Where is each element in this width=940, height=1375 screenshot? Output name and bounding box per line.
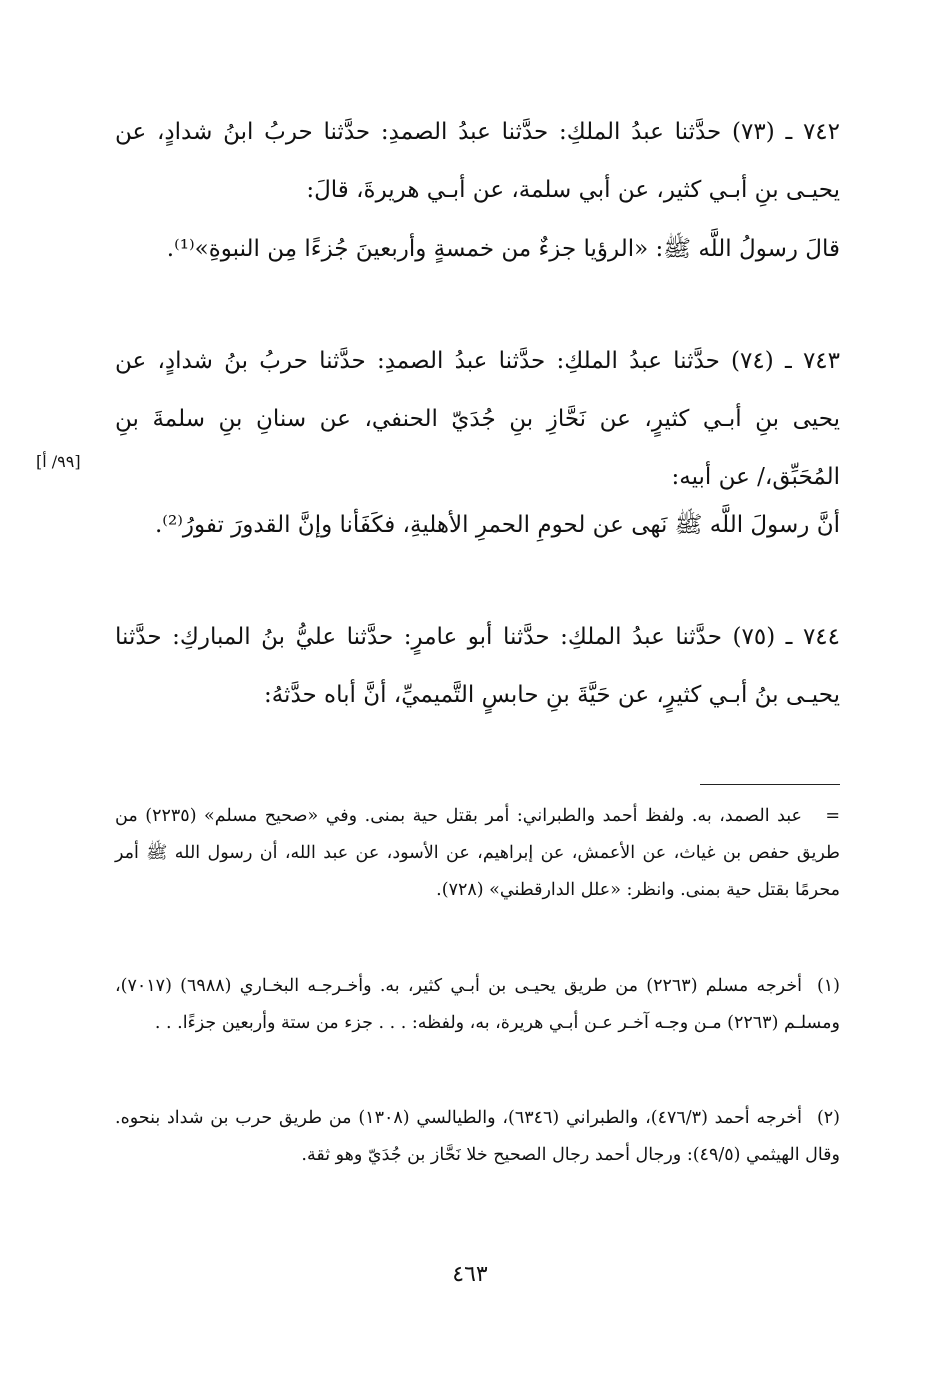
footnote-marker: (٢) xyxy=(816,1108,840,1128)
hadith-742-matn: قالَ رسولُ اللَّه ﷺ: «الرؤيا جزءٌ من خمسةٍ وأربعينَ جُزءًا مِن النبوةِ»⁽¹⁾. xyxy=(166,236,840,262)
hadith-743-matn: أنَّ رسولَ اللَّه ﷺ نَهى عن لحومِ الحمرِ الأهليةِ، فكَفَأنا وإنَّ القدورَ تفورُ⁽²⁾. xyxy=(154,512,840,538)
manuscript-folio-marker: [٩٩/ أ] xyxy=(36,452,81,471)
footnote-2 xyxy=(115,1100,840,1174)
footnote-marker: = xyxy=(825,806,841,826)
footnote-marker: (١) xyxy=(816,976,840,996)
footnote-separator xyxy=(700,784,840,785)
footnote-text: أخرجه أحمد (٤٧٦/٣)، والطبراني (٦٣٤٦)، والطيالسي (١٣٠٨) من طريق حرب بن شداد بنحوه. وقال الهيثمي (٤٩/٥): ورجال أحمد رجال الصحيح خلا نَحَّاز بن جُدَيّ وهو ثقة. xyxy=(115,1108,840,1165)
page-number: ٤٦٣ xyxy=(452,1262,488,1287)
footnote-continuation xyxy=(115,798,840,909)
footnote-text: عبد الصمد، به. ولفظ أحمد والطبراني: أمر بقتل حية بمنى. وفي «صحيح مسلم» (٢٢٣٥) من طريق حفص بن غياث، عن الأعمش، عن إبراهيم، عن الأسود، عن عبد الله، أن رسول الله ﷺ أمر محرمًا بقتل حية بمنى. وانظر: «علل الدارقطني» (٧٢٨). xyxy=(115,806,840,900)
footnote-text: أخرجه مسلم (٢٢٦٣) من طريق يحيـى بن أبـي كثير، به. وأخـرجـه البخـاري (٦٩٨٨) (٧٠١٧)، ومسلـم (٢٢٦٣) مـن وجـه آخـر عـن أبـي هريرة، به، ولفظه: . . . جزء من ستة وأربعين جزءًا. . . xyxy=(115,976,840,1033)
hadith-742: ٧٤٢ ـ (٧٣) حدَّثنا عبدُ الملكِ: حدَّثنا عبدُ الصمدِ: حدَّثنا حربُ ابنُ شدادٍ، عن يحيـى بنِ أبـي كثير، عن أبي سلمة، عن أبـي هريرةَ، قالَ: xyxy=(115,119,840,203)
hadith-744: ٧٤٤ ـ (٧٥) حدَّثنا عبدُ الملكِ: حدَّثنا أبو عامرٍ: حدَّثنا عليُّ بنُ المباركِ: حدَّثنا يحيـى بنُ أبـي كثيرٍ، عن حَيَّةَ بنِ حابسٍ التَّميميِّ، أنَّ أباه حدَّثهُ: xyxy=(115,624,840,708)
footnote-1 xyxy=(115,968,840,1042)
hadith-743: ٧٤٣ ـ (٧٤) حدَّثنا عبدُ الملكِ: حدَّثنا عبدُ الصمدِ: حدَّثنا حربُ بنُ شدادٍ، عن يحيى بنِ أبـي كثيرٍ، عن نَحَّازِ بنِ جُدَيّ الحنفي، عن سنانِ بنِ سلمةَ بنِ المُحَبِّق،/ عن أبيه: xyxy=(115,348,840,490)
